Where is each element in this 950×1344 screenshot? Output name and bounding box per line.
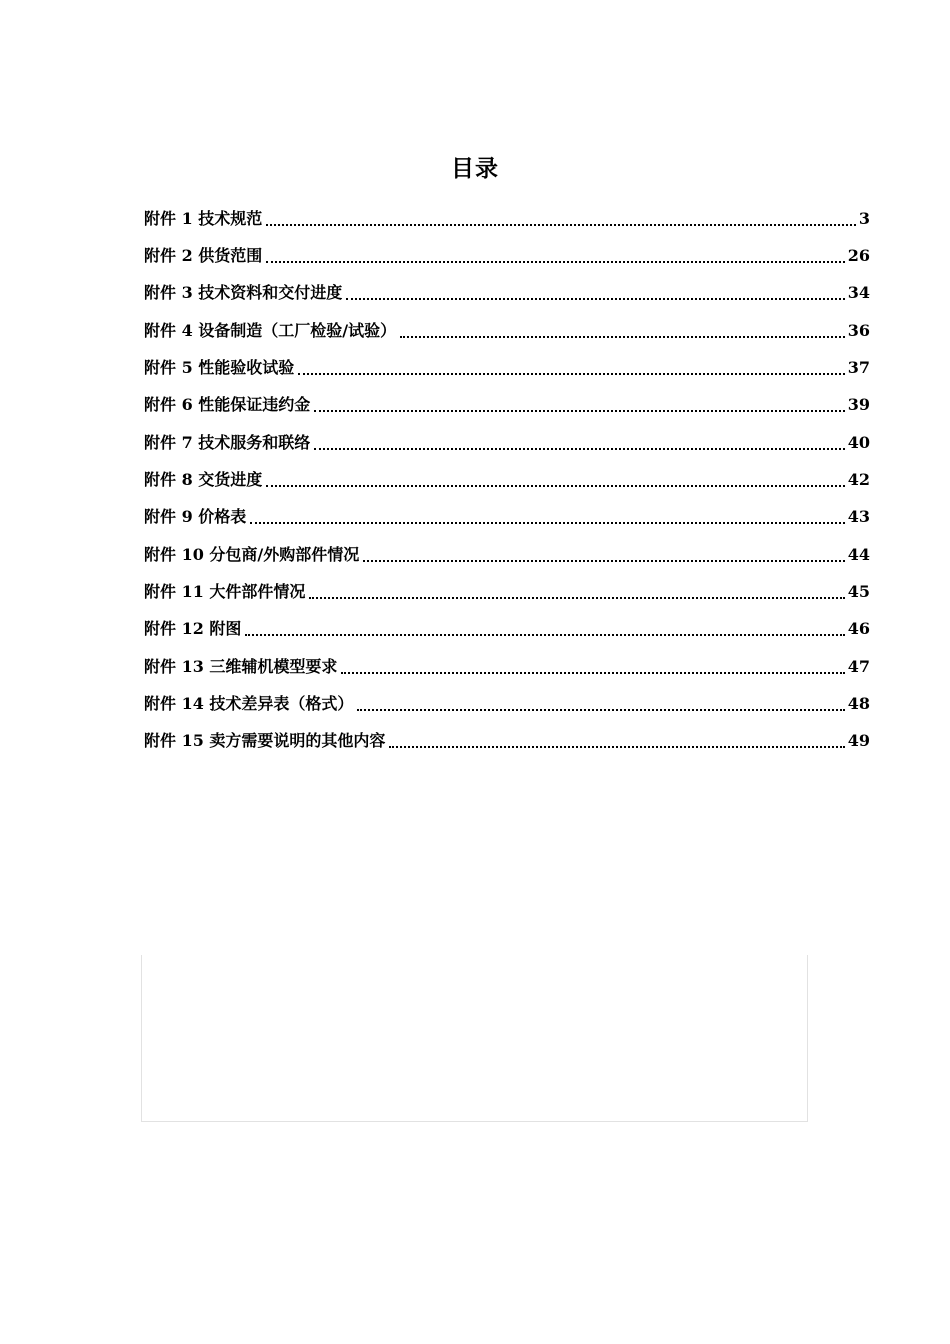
toc-entry-label: 附件 6 性能保证违约金 (144, 395, 311, 415)
toc-entry-page: 45 (847, 582, 870, 602)
toc-entry-page: 47 (847, 656, 870, 676)
toc-entry[interactable] (144, 237, 870, 274)
toc-entry[interactable] (144, 349, 870, 386)
toc-entry[interactable] (144, 648, 870, 685)
toc-entry-page: 39 (847, 395, 870, 415)
toc-entry-page: 49 (847, 731, 870, 751)
toc-entry[interactable] (144, 461, 870, 498)
toc-leader-dots (341, 672, 844, 674)
toc-entry[interactable] (144, 685, 870, 722)
toc-entry[interactable] (144, 387, 870, 424)
toc-entry[interactable] (144, 573, 870, 610)
toc-entry-label: 附件 13 三维辅机模型要求 (144, 656, 338, 676)
toc-entry-label: 附件 1 技术规范 (144, 208, 263, 228)
table-of-contents (144, 200, 870, 760)
toc-entry-label: 附件 11 大件部件情况 (144, 582, 306, 602)
toc-entry[interactable] (144, 499, 870, 536)
toc-leader-dots (314, 410, 844, 412)
toc-leader-dots (266, 224, 856, 226)
toc-entry-label: 附件 14 技术差异表（格式） (144, 694, 354, 714)
toc-entry-page: 46 (847, 619, 870, 639)
toc-leader-dots (309, 597, 844, 599)
toc-entry[interactable] (144, 424, 870, 461)
toc-leader-dots (363, 560, 844, 562)
toc-entry-label: 附件 5 性能验收试验 (144, 358, 295, 378)
toc-entry-page: 43 (847, 507, 870, 527)
empty-frame (141, 955, 808, 1122)
toc-entry-label: 附件 7 技术服务和联络 (144, 432, 311, 452)
toc-entry-label: 附件 2 供货范围 (144, 246, 263, 266)
toc-entry[interactable] (144, 723, 870, 760)
toc-entry-page: 44 (847, 544, 870, 564)
toc-entry-label: 附件 9 价格表 (144, 507, 247, 527)
page-title: 目录 (451, 155, 499, 182)
toc-leader-dots (266, 261, 844, 263)
toc-entry[interactable] (144, 312, 870, 349)
toc-leader-dots (357, 709, 844, 711)
toc-entry-label: 附件 4 设备制造（工厂检验/试验） (144, 320, 397, 340)
toc-leader-dots (346, 298, 844, 300)
toc-leader-dots (389, 746, 844, 748)
toc-entry-page: 37 (847, 358, 870, 378)
toc-entry-page: 26 (847, 246, 870, 266)
toc-leader-dots (266, 485, 844, 487)
toc-entry-page: 36 (847, 320, 870, 340)
toc-entry-label: 附件 15 卖方需要说明的其他内容 (144, 731, 386, 751)
toc-entry-page: 48 (847, 694, 870, 714)
toc-leader-dots (298, 373, 844, 375)
toc-leader-dots (314, 448, 844, 450)
toc-entry-page: 42 (847, 470, 870, 490)
toc-entry-label: 附件 10 分包商/外购部件情况 (144, 544, 360, 564)
toc-leader-dots (250, 522, 844, 524)
toc-entry-page: 3 (858, 208, 870, 228)
toc-entry-page: 40 (847, 432, 870, 452)
toc-entry[interactable] (144, 200, 870, 237)
toc-entry[interactable] (144, 611, 870, 648)
toc-entry[interactable] (144, 536, 870, 573)
toc-entry-label: 附件 8 交货进度 (144, 470, 263, 490)
toc-leader-dots (400, 336, 845, 338)
toc-entry-page: 34 (847, 283, 870, 303)
toc-entry-label: 附件 3 技术资料和交付进度 (144, 283, 343, 303)
toc-entry-label: 附件 12 附图 (144, 619, 242, 639)
toc-leader-dots (245, 634, 844, 636)
toc-entry[interactable] (144, 275, 870, 312)
